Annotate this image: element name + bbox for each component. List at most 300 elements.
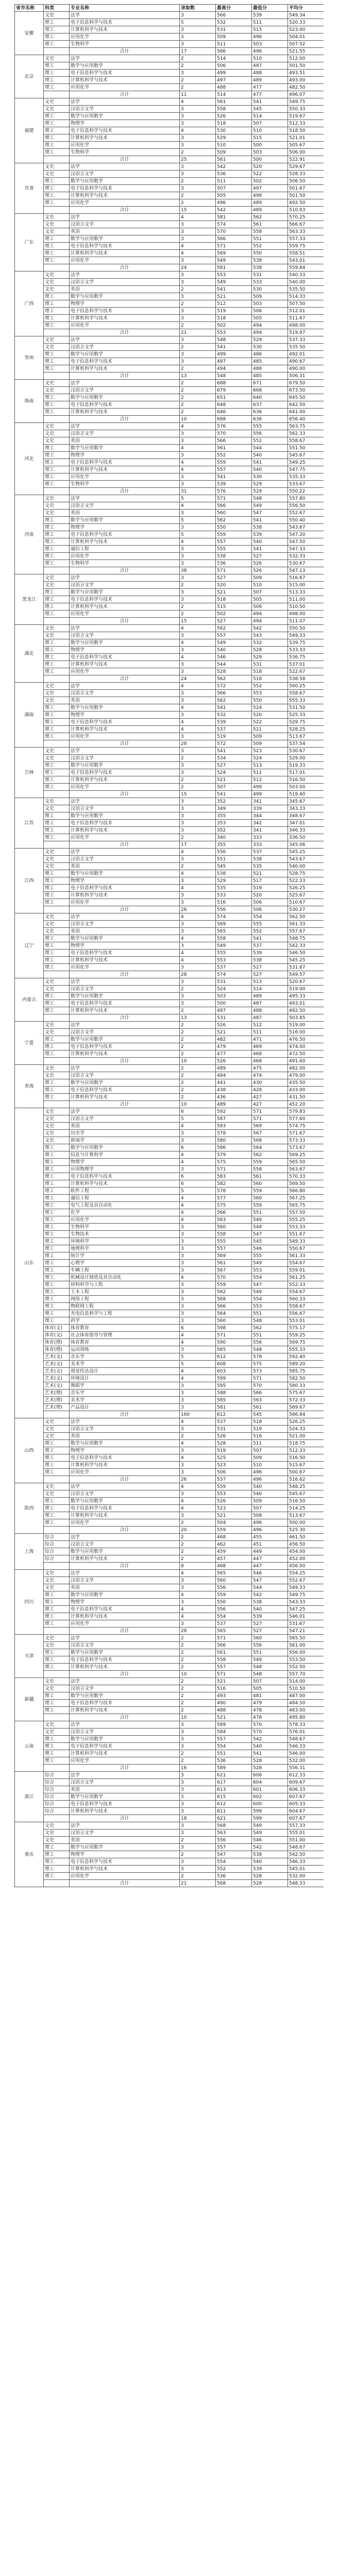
admitted-count-cell: 4 xyxy=(180,957,216,964)
min-score-cell: 503 xyxy=(252,149,288,156)
table-row xyxy=(15,1202,324,1209)
table-row xyxy=(15,1793,324,1801)
category-cell: 艺术(文) xyxy=(44,1382,70,1389)
major-cell: 法学 xyxy=(70,1822,180,1829)
table-row xyxy=(15,1635,324,1642)
table-row xyxy=(15,1736,324,1743)
avg-score-cell: 575.67 xyxy=(288,1389,324,1397)
table-row xyxy=(15,1144,324,1151)
max-score-cell: 571 xyxy=(216,1671,252,1678)
category-cell xyxy=(44,264,70,272)
table-row-total xyxy=(15,1628,324,1635)
admitted-count-cell: 3 xyxy=(180,481,216,488)
avg-score-cell: 548.67 xyxy=(288,1736,324,1743)
category-cell: 文史 xyxy=(44,1022,70,1029)
avg-score-cell: 552.50 xyxy=(288,1664,324,1671)
avg-score-cell: 532.33 xyxy=(288,553,324,560)
category-cell: 理工 xyxy=(44,1707,70,1714)
max-score-cell: 581 xyxy=(216,214,252,221)
max-score-cell: 574 xyxy=(216,221,252,228)
category-cell: 文史 xyxy=(44,106,70,113)
major-cell: 合计 xyxy=(70,1815,180,1822)
avg-score-cell: 543.01 xyxy=(288,257,324,264)
major-cell: 数学与应用数学 xyxy=(70,1144,180,1151)
admitted-count-cell: 3 xyxy=(180,1000,216,1007)
min-score-cell: 568 xyxy=(252,1137,288,1144)
max-score-cell: 561 xyxy=(216,445,252,452)
category-cell: 理工 xyxy=(44,41,70,48)
max-score-cell: 576 xyxy=(216,488,252,495)
max-score-cell: 603 xyxy=(216,1368,252,1375)
admitted-count-cell: 4 xyxy=(180,1440,216,1447)
avg-score-cell: 495.33 xyxy=(288,993,324,1000)
avg-score-cell: 493.01 xyxy=(288,1000,324,1007)
major-cell: 合计 xyxy=(70,1671,180,1678)
major-cell: 数学与应用数学 xyxy=(70,1692,180,1700)
min-score-cell: 539 xyxy=(252,12,288,19)
admitted-count-cell: 3 xyxy=(180,1224,216,1231)
admitted-count-cell: 5 xyxy=(180,1115,216,1123)
admitted-count-cell: 2 xyxy=(180,1635,216,1642)
max-score-cell: 565 xyxy=(216,1346,252,1353)
min-score-cell: 526 xyxy=(252,567,288,574)
max-score-cell: 529 xyxy=(216,877,252,885)
avg-score-cell: 673.50 xyxy=(288,387,324,394)
table-row xyxy=(15,647,324,654)
avg-score-cell: 531.67 xyxy=(288,1620,324,1628)
max-score-cell: 537 xyxy=(216,1620,252,1628)
min-score-cell: 494 xyxy=(252,329,288,336)
admitted-count-cell: 24 xyxy=(180,264,216,272)
avg-score-cell: 545.01 xyxy=(288,1866,324,1873)
min-score-cell: 333 xyxy=(252,841,288,849)
avg-score-cell: 546.01 xyxy=(288,1613,324,1620)
min-score-cell: 471 xyxy=(252,1036,288,1043)
max-score-cell: 537 xyxy=(216,726,252,733)
admitted-count-cell: 3 xyxy=(180,1252,216,1260)
min-score-cell: 478 xyxy=(252,1707,288,1714)
major-cell: 生物科学 xyxy=(70,149,180,156)
admitted-count-cell: 3 xyxy=(180,697,216,704)
min-score-cell: 552 xyxy=(252,243,288,250)
table-row xyxy=(15,812,324,820)
admitted-count-cell: 21 xyxy=(180,329,216,336)
admitted-count-cell: 3 xyxy=(180,1490,216,1498)
admitted-count-cell: 5 xyxy=(180,1188,216,1195)
table-row xyxy=(15,690,324,697)
admitted-count-cell: 3 xyxy=(180,351,216,358)
table-row xyxy=(15,1000,324,1007)
table-row xyxy=(15,942,324,950)
avg-score-cell: 540.00 xyxy=(288,863,324,870)
table-row xyxy=(15,1123,324,1130)
min-score-cell: 529 xyxy=(252,488,288,495)
major-cell: 法学 xyxy=(70,163,180,171)
min-score-cell: 531 xyxy=(252,272,288,279)
min-score-cell: 538 xyxy=(252,856,288,863)
avg-score-cell: 431.50 xyxy=(288,1094,324,1101)
avg-score-cell: 549.33 xyxy=(288,1238,324,1245)
major-cell: 合计 xyxy=(70,488,180,495)
max-score-cell: 530 xyxy=(216,127,252,134)
admitted-count-cell: 4 xyxy=(180,726,216,733)
table-row xyxy=(15,805,324,812)
admitted-count-cell: 3 xyxy=(180,12,216,19)
major-cell: 合计 xyxy=(70,1563,180,1570)
avg-score-cell: 549.57 xyxy=(288,971,324,978)
admitted-count-cell: 2 xyxy=(180,1656,216,1664)
major-cell: 网络工程 xyxy=(70,1296,180,1303)
min-score-cell: 558 xyxy=(252,228,288,235)
admitted-count-cell: 2 xyxy=(180,1433,216,1440)
min-score-cell: 496 xyxy=(252,48,288,55)
category-cell xyxy=(44,1880,70,1887)
min-score-cell: 508 xyxy=(252,1512,288,1519)
category-cell: 综合 xyxy=(44,1548,70,1555)
avg-score-cell: 528.25 xyxy=(288,726,324,733)
avg-score-cell: 560.33 xyxy=(288,1296,324,1303)
max-score-cell: 489 xyxy=(216,1065,252,1072)
avg-score-cell: 336.50 xyxy=(288,834,324,841)
admitted-count-cell: 2 xyxy=(180,1851,216,1858)
avg-score-cell: 532.00 xyxy=(288,1757,324,1765)
major-cell: 英语 xyxy=(70,928,180,935)
avg-score-cell: 557.33 xyxy=(288,235,324,243)
major-cell: 应用物理学 xyxy=(70,1166,180,1173)
table-row xyxy=(15,322,324,329)
category-cell: 理工 xyxy=(44,1000,70,1007)
min-score-cell: 516 xyxy=(252,1433,288,1440)
admitted-count-cell: 10 xyxy=(180,1714,216,1721)
category-cell: 文史 xyxy=(44,1721,70,1728)
admitted-count-cell: 5 xyxy=(180,1353,216,1361)
min-score-cell: 507 xyxy=(252,589,288,596)
table-row xyxy=(15,1238,324,1245)
table-row xyxy=(15,1115,324,1123)
major-cell: 汉语言文学 xyxy=(70,986,180,993)
province-name: 陕西 xyxy=(15,1483,44,1534)
avg-score-cell: 512.33 xyxy=(288,1447,324,1454)
admitted-count-cell: 2 xyxy=(180,603,216,611)
admitted-count-cell: 5 xyxy=(180,495,216,502)
admitted-count-cell: 3 xyxy=(180,1793,216,1801)
avg-score-cell: 492.01 xyxy=(288,351,324,358)
avg-score-cell: 562.33 xyxy=(288,430,324,437)
max-score-cell: 565 xyxy=(216,1628,252,1635)
avg-score-cell: 343.33 xyxy=(288,805,324,812)
avg-score-cell: 501.67 xyxy=(288,185,324,192)
table-row-total xyxy=(15,1014,324,1022)
max-score-cell: 516 xyxy=(216,1685,252,1692)
table-row xyxy=(15,1606,324,1613)
major-cell: 应用化学 xyxy=(70,834,180,841)
avg-score-cell: 539.75 xyxy=(288,639,324,647)
max-score-cell: 546 xyxy=(216,654,252,661)
category-cell: 文史 xyxy=(44,1433,70,1440)
category-cell: 文史 xyxy=(44,697,70,704)
max-score-cell: 565 xyxy=(216,928,252,935)
avg-score-cell: 511.07 xyxy=(288,618,324,625)
max-score-cell: 560 xyxy=(216,1317,252,1325)
max-score-cell: 566 xyxy=(216,502,252,510)
major-cell: 合计 xyxy=(70,416,180,423)
category-cell: 理工 xyxy=(44,1462,70,1469)
max-score-cell: 438 xyxy=(216,1087,252,1094)
admitted-count-cell: 4 xyxy=(180,849,216,856)
avg-score-cell: 558.67 xyxy=(288,1303,324,1310)
avg-score-cell: 572.33 xyxy=(288,1397,324,1404)
table-row xyxy=(15,1541,324,1548)
major-cell: 计算机科学与技术 xyxy=(70,134,180,142)
category-cell: 文史 xyxy=(44,437,70,445)
max-score-cell: 599 xyxy=(216,1375,252,1382)
max-score-cell: 588 xyxy=(216,1389,252,1397)
category-cell: 理工 xyxy=(44,142,70,149)
category-cell: 理工 xyxy=(44,243,70,250)
max-score-cell: 557 xyxy=(216,538,252,546)
min-score-cell: 545 xyxy=(252,106,288,113)
table-row xyxy=(15,1649,324,1656)
table-row xyxy=(15,877,324,885)
max-score-cell: 621 xyxy=(216,1815,252,1822)
major-cell: 光电信息科学与工程 xyxy=(70,1310,180,1317)
avg-score-cell: 543.67 xyxy=(288,524,324,531)
category-cell: 理工 xyxy=(44,1498,70,1505)
max-score-cell: 541 xyxy=(216,791,252,798)
max-score-cell: 514 xyxy=(216,91,252,98)
major-cell: 电子信息科学与技术 xyxy=(70,820,180,827)
min-score-cell: 514 xyxy=(252,986,288,993)
major-cell: 汉语言文学 xyxy=(70,279,180,286)
category-cell: 文史 xyxy=(44,171,70,178)
major-cell: 应用化学 xyxy=(70,611,180,618)
min-score-cell: 427 xyxy=(252,1094,288,1101)
max-score-cell: 570 xyxy=(216,228,252,235)
table-row xyxy=(15,1368,324,1375)
admitted-count-cell: 4 xyxy=(180,1202,216,1209)
major-cell: 计算机科学与技术 xyxy=(70,1180,180,1188)
major-cell: 法学 xyxy=(70,1418,180,1426)
max-score-cell: 617 xyxy=(216,1779,252,1786)
category-cell: 理工 xyxy=(44,409,70,416)
max-score-cell: 568 xyxy=(216,1296,252,1303)
admitted-count-cell: 2 xyxy=(180,1087,216,1094)
major-cell: 计算机科学与技术 xyxy=(70,365,180,372)
table-row xyxy=(15,1065,324,1072)
min-score-cell: 600 xyxy=(252,1801,288,1808)
max-score-cell: 555 xyxy=(216,950,252,957)
table-row xyxy=(15,452,324,459)
max-score-cell: 352 xyxy=(216,798,252,805)
min-score-cell: 488 xyxy=(252,70,288,77)
category-cell: 理工 xyxy=(44,776,70,784)
admitted-count-cell: 3 xyxy=(180,978,216,986)
max-score-cell: 553 xyxy=(216,1490,252,1498)
major-cell: 社会体育指导与管理 xyxy=(70,1332,180,1339)
category-cell: 理工 xyxy=(44,1252,70,1260)
table-row xyxy=(15,1224,324,1231)
major-cell: 汉语言文学 xyxy=(70,690,180,697)
avg-score-cell: 518.75 xyxy=(288,1440,324,1447)
table-row xyxy=(15,1296,324,1303)
admitted-count-cell: 2 xyxy=(180,344,216,351)
table-row-total xyxy=(15,1527,324,1534)
category-cell: 综合 xyxy=(44,1779,70,1786)
table-row xyxy=(15,445,324,452)
table-row xyxy=(15,632,324,639)
major-cell: 电子信息科学与技术 xyxy=(70,70,180,77)
table-row xyxy=(15,1339,324,1346)
category-cell: 文史 xyxy=(44,1426,70,1433)
admitted-count-cell: 4 xyxy=(180,1274,216,1281)
max-score-cell: 526 xyxy=(216,1058,252,1065)
major-cell: 法学 xyxy=(70,1108,180,1115)
avg-score-cell: 558.67 xyxy=(288,690,324,697)
avg-score-cell: 518.50 xyxy=(288,127,324,134)
max-score-cell: 536 xyxy=(216,171,252,178)
category-cell: 理工 xyxy=(44,481,70,488)
category-cell: 理工 xyxy=(44,654,70,661)
max-score-cell: 570 xyxy=(216,1274,252,1281)
admitted-count-cell: 13 xyxy=(180,372,216,380)
min-score-cell: 428 xyxy=(252,1087,288,1094)
avg-score-cell: 645.50 xyxy=(288,394,324,401)
category-cell: 理工 xyxy=(44,452,70,459)
max-score-cell: 559 xyxy=(216,1591,252,1599)
avg-score-cell: 562.50 xyxy=(288,913,324,921)
admitted-count-cell: 26 xyxy=(180,1476,216,1483)
min-score-cell: 570 xyxy=(252,1721,288,1728)
max-score-cell: 549 xyxy=(216,942,252,950)
category-cell: 理工 xyxy=(44,1692,70,1700)
admitted-count-cell: 3 xyxy=(180,272,216,279)
table-row xyxy=(15,1656,324,1664)
avg-score-cell: 519.33 xyxy=(288,762,324,769)
avg-score-cell: 585.75 xyxy=(288,1368,324,1375)
major-cell: 计算机科学与技术 xyxy=(70,1866,180,1873)
min-score-cell: 474 xyxy=(252,1072,288,1079)
admitted-count-cell: 4 xyxy=(180,250,216,257)
min-score-cell: 507 xyxy=(252,120,288,127)
min-score-cell: 527 xyxy=(252,1628,288,1635)
admitted-count-cell: 4 xyxy=(180,445,216,452)
major-cell: 美术学 xyxy=(70,1361,180,1368)
min-score-cell: 567 xyxy=(252,1130,288,1137)
category-cell: 理工 xyxy=(44,885,70,892)
min-score-cell: 519 xyxy=(252,1426,288,1433)
min-score-cell: 344 xyxy=(252,812,288,820)
major-cell: 计算机科学与技术 xyxy=(70,466,180,473)
avg-score-cell: 515.67 xyxy=(288,1462,324,1469)
max-score-cell: 523 xyxy=(216,1462,252,1469)
max-score-cell: 554 xyxy=(216,1858,252,1866)
major-cell: 生物科学 xyxy=(70,41,180,48)
min-score-cell: 451 xyxy=(252,1541,288,1548)
category-cell: 理工 xyxy=(44,1202,70,1209)
max-score-cell: 527 xyxy=(216,618,252,625)
max-score-cell: 562 xyxy=(216,675,252,683)
max-score-cell: 564 xyxy=(216,1310,252,1317)
max-score-cell: 353 xyxy=(216,820,252,827)
avg-score-cell: 546.50 xyxy=(288,950,324,957)
category-cell: 理工 xyxy=(44,711,70,719)
max-score-cell: 648 xyxy=(216,401,252,409)
admitted-count-cell: 4 xyxy=(180,466,216,473)
max-score-cell: 537 xyxy=(216,1418,252,1426)
avg-score-cell: 513.67 xyxy=(288,1512,324,1519)
max-score-cell: 576 xyxy=(216,423,252,430)
avg-score-cell: 559.25 xyxy=(288,1332,324,1339)
category-cell: 文史 xyxy=(44,1123,70,1130)
table-row xyxy=(15,257,324,264)
avg-score-cell: 506.31 xyxy=(288,372,324,380)
min-score-cell: 506 xyxy=(252,899,288,906)
max-score-cell: 559 xyxy=(216,531,252,538)
province-name: 新疆 xyxy=(15,1678,44,1721)
min-score-cell: 537 xyxy=(252,942,288,950)
table-row xyxy=(15,654,324,661)
category-cell: 综合 xyxy=(44,1772,70,1779)
admitted-count-cell: 4 xyxy=(180,885,216,892)
admitted-count-cell: 4 xyxy=(180,127,216,134)
table-body xyxy=(15,12,324,1887)
max-score-cell: 571 xyxy=(216,1166,252,1173)
avg-score-cell: 556.50 xyxy=(288,502,324,510)
max-score-cell: 563 xyxy=(216,1829,252,1837)
table-row xyxy=(15,315,324,322)
major-cell: 电子信息科学与技术 xyxy=(70,719,180,726)
max-score-cell: 528 xyxy=(216,668,252,675)
major-cell: 电子信息科学与技术 xyxy=(70,531,180,538)
major-cell: 生物科学 xyxy=(70,560,180,567)
category-cell: 理工 xyxy=(44,1281,70,1289)
major-cell: 汉语言文学 xyxy=(70,1072,180,1079)
admitted-count-cell: 3 xyxy=(180,1231,216,1238)
max-score-cell: 468 xyxy=(216,1534,252,1541)
table-row xyxy=(15,1267,324,1274)
max-score-cell: 581 xyxy=(216,1404,252,1411)
avg-score-cell: 545.67 xyxy=(288,1490,324,1498)
admitted-count-cell: 10 xyxy=(180,1101,216,1108)
min-score-cell: 510 xyxy=(252,55,288,62)
max-score-cell: 521 xyxy=(216,1512,252,1519)
max-score-cell: 547 xyxy=(216,1851,252,1858)
avg-score-cell: 555.01 xyxy=(288,1829,324,1837)
admitted-count-cell: 3 xyxy=(180,1296,216,1303)
category-cell xyxy=(44,372,70,380)
category-cell: 文史 xyxy=(44,1072,70,1079)
admitted-count-cell: 2 xyxy=(180,1043,216,1050)
avg-score-cell: 516.50 xyxy=(288,1454,324,1462)
table-row xyxy=(15,1447,324,1454)
admitted-count-cell: 3 xyxy=(180,1728,216,1736)
max-score-cell: 688 xyxy=(216,380,252,387)
category-cell: 理工 xyxy=(44,1296,70,1303)
admitted-count-cell: 3 xyxy=(180,524,216,531)
category-cell: 理工 xyxy=(44,62,70,70)
avg-score-cell: 512.33 xyxy=(288,120,324,127)
avg-score-cell: 556.67 xyxy=(288,1310,324,1317)
avg-score-cell: 461.50 xyxy=(288,1534,324,1541)
avg-score-cell: 547.20 xyxy=(288,531,324,538)
category-cell: 理工 xyxy=(44,1700,70,1707)
category-cell: 理工 xyxy=(44,661,70,668)
table-row-total xyxy=(15,675,324,683)
max-score-cell: 559 xyxy=(216,1281,252,1289)
major-cell: 合计 xyxy=(70,1058,180,1065)
category-cell: 文史 xyxy=(44,380,70,387)
admitted-count-cell: 3 xyxy=(180,1512,216,1519)
